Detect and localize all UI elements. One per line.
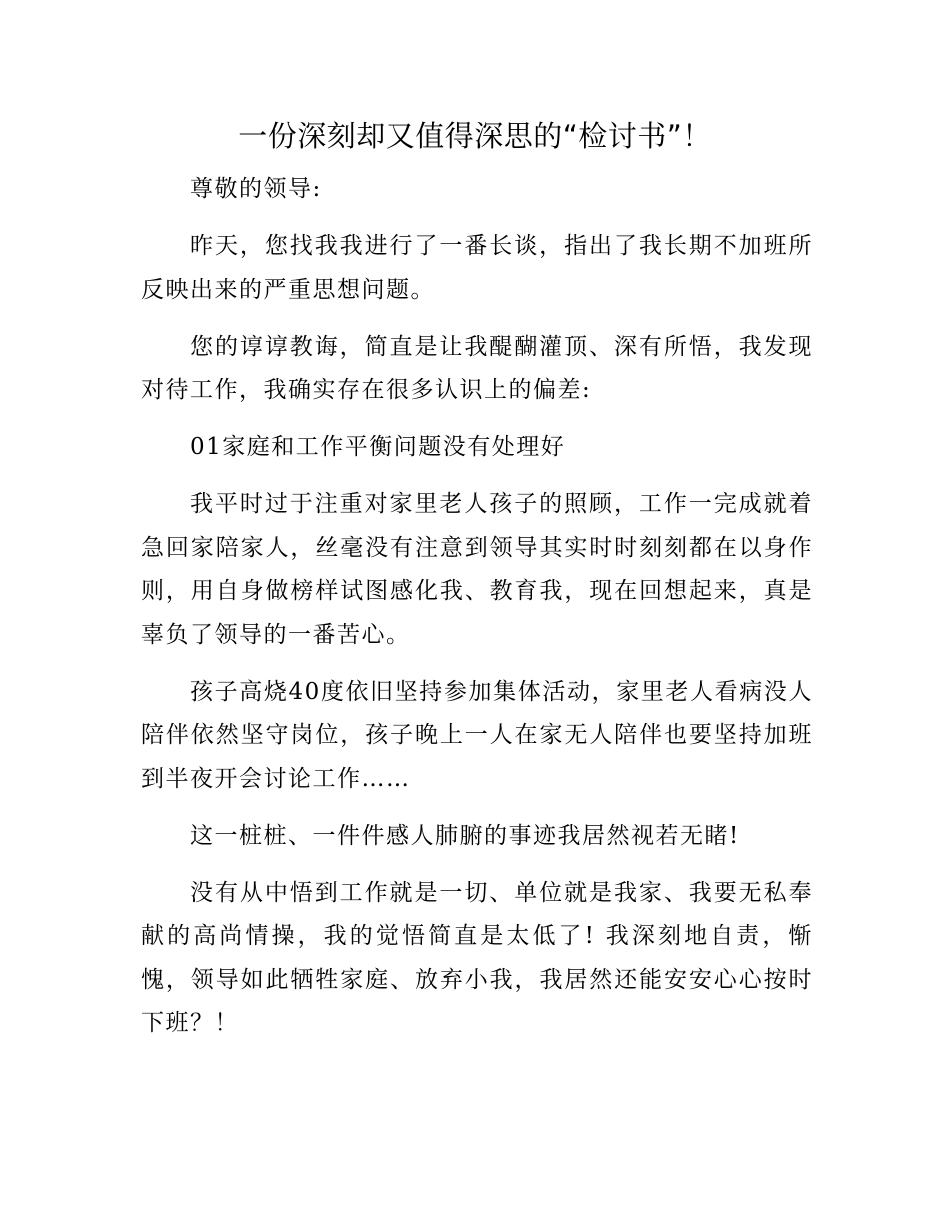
paragraph-1: 昨天，您找我我进行了一番长谈，指出了我长期不加班所反映出来的严重思想问题。: [141, 233, 813, 303]
paragraph-5: 这一桩桩、一件件感人肺腑的事迹我居然视若无睹!: [190, 822, 740, 849]
salutation: 尊敬的领导:: [190, 176, 322, 202]
paragraph-3: 我平时过于注重对家里老人孩子的照顾，工作一完成就着急回家陪家人，丝毫没有注意到领导其实时时刻刻都在以身作则，用自身做榜样试图感化我、教育我，现在回想起来，真是辜负了领导的一番苦心。: [141, 491, 813, 648]
document-title: 一份深刻却又值得深思的“检讨书”！: [238, 119, 712, 153]
paragraph-2: 您的谆谆教诲，简直是让我醍醐灌顶、深有所悟，我发现对待工作，我确实存在很多认识上的偏差:: [141, 333, 813, 403]
section-heading-01: 01家庭和工作平衡问题没有处理好: [190, 434, 566, 460]
paragraph-4: 孩子高烧40度依旧坚持参加集体活动，家里老人看病没人陪伴依然坚守岗位，孩子晚上一人在家无人陪伴也要坚持加班到半夜开会讨论工作……: [141, 678, 813, 792]
paragraph-6: 没有从中悟到工作就是一切、单位就是我家、我要无私奉献的高尚情操，我的觉悟简直是太低了! 我深刻地自责，惭愧，领导如此牺牲家庭、放弃小我，我居然还能安安心心按时下班？！: [141, 879, 813, 1036]
document-body: [141, 168, 813, 1059]
